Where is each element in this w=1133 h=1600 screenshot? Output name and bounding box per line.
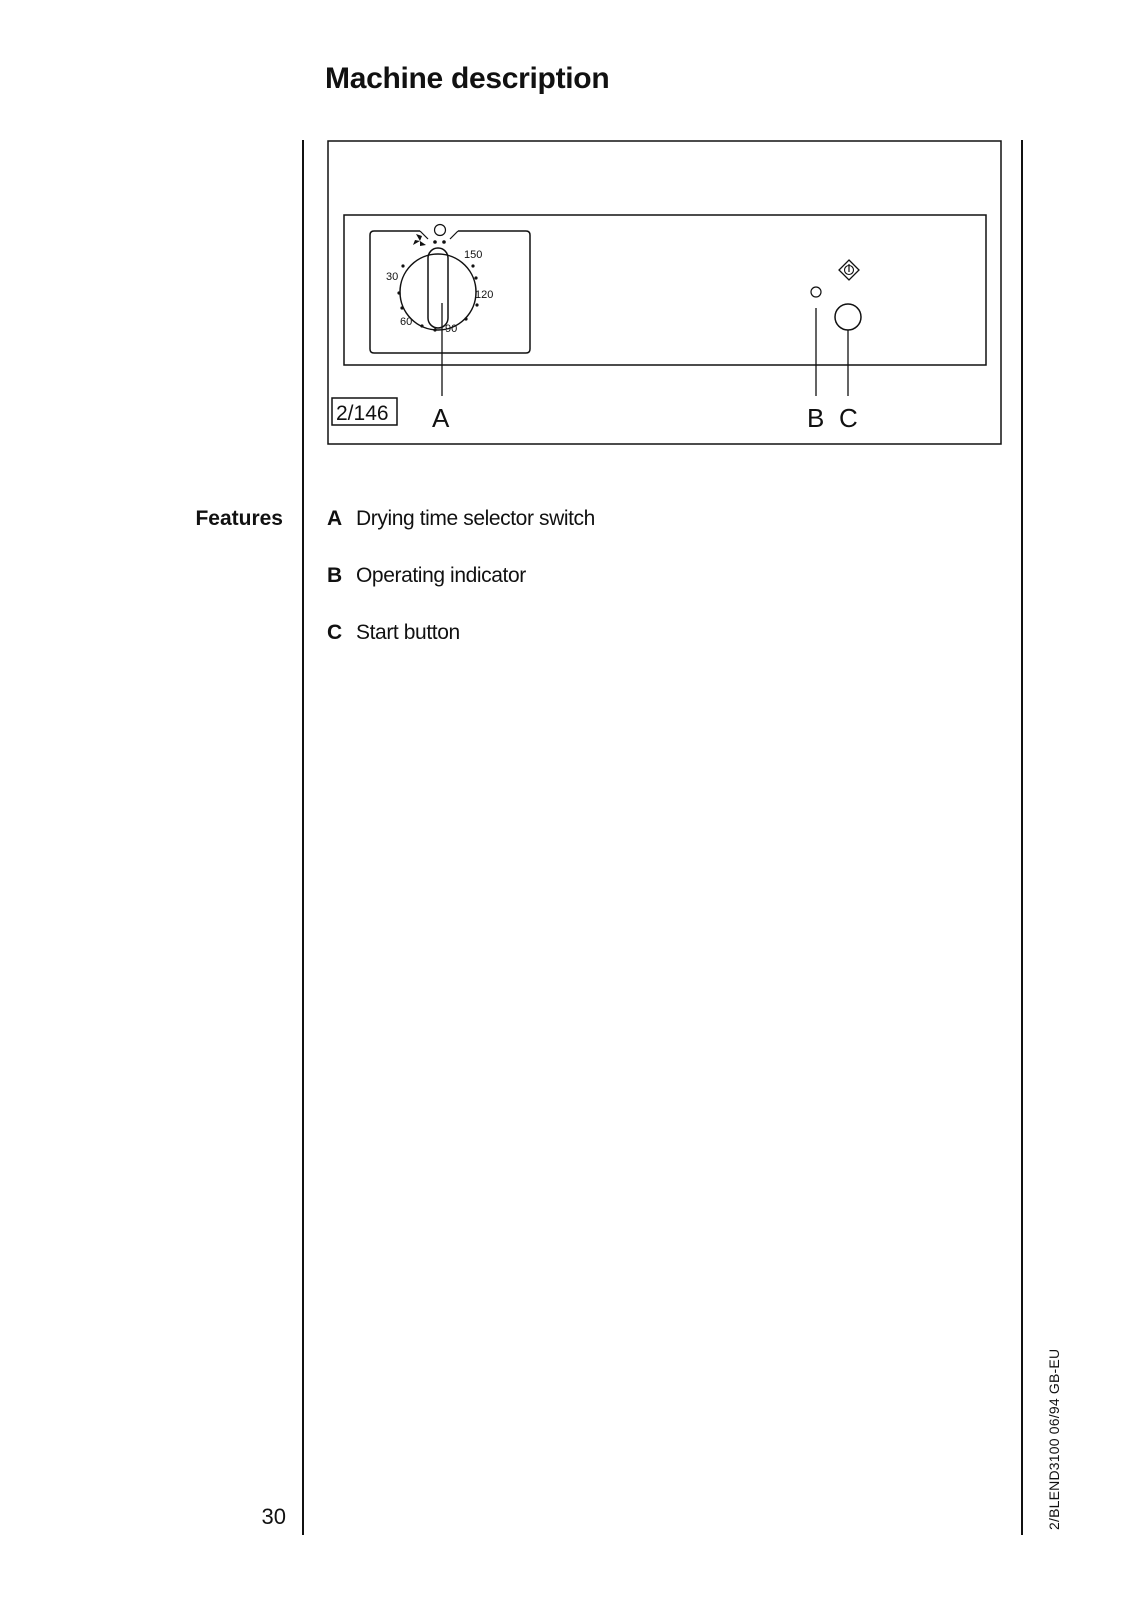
- feature-item-c: [327, 621, 460, 645]
- operating-indicator: [811, 287, 821, 297]
- dial-mark-30: 30: [386, 271, 399, 283]
- callout-c: C: [839, 403, 858, 433]
- feature-item-a: [327, 507, 595, 531]
- diagram-frame: [328, 141, 1001, 444]
- features-heading: Features: [195, 507, 283, 530]
- feature-letter: C: [327, 621, 342, 644]
- control-panel-strip: [344, 215, 986, 365]
- model-label: 2/146: [336, 402, 389, 425]
- feature-letter: A: [327, 507, 342, 530]
- feature-item-b: [327, 564, 526, 588]
- feature-letter: B: [327, 564, 342, 587]
- feature-text: Operating indicator: [356, 564, 526, 587]
- page-number: 30: [261, 1504, 286, 1529]
- callout-b: B: [807, 403, 825, 433]
- callout-a: A: [432, 403, 450, 433]
- feature-text: Drying time selector switch: [356, 507, 595, 530]
- dial-mark-150: 150: [464, 249, 483, 261]
- start-button: [835, 304, 861, 330]
- right-rule: [1021, 140, 1023, 1535]
- dial-mark-120: 120: [475, 289, 494, 301]
- dial-mark-90: 90: [445, 323, 458, 335]
- start-symbol-icon: [839, 260, 859, 280]
- dial-mark-60: 60: [400, 316, 413, 328]
- left-rule: [302, 140, 304, 1535]
- off-marker-icon: [435, 225, 446, 236]
- document-code: 2/BLEND3100 06/94 GB-EU: [1046, 1348, 1062, 1530]
- control-panel-diagram: [320, 138, 1010, 448]
- page-title: Machine description: [325, 62, 610, 95]
- dial-knob: [428, 248, 448, 328]
- feature-text: Start button: [356, 621, 460, 644]
